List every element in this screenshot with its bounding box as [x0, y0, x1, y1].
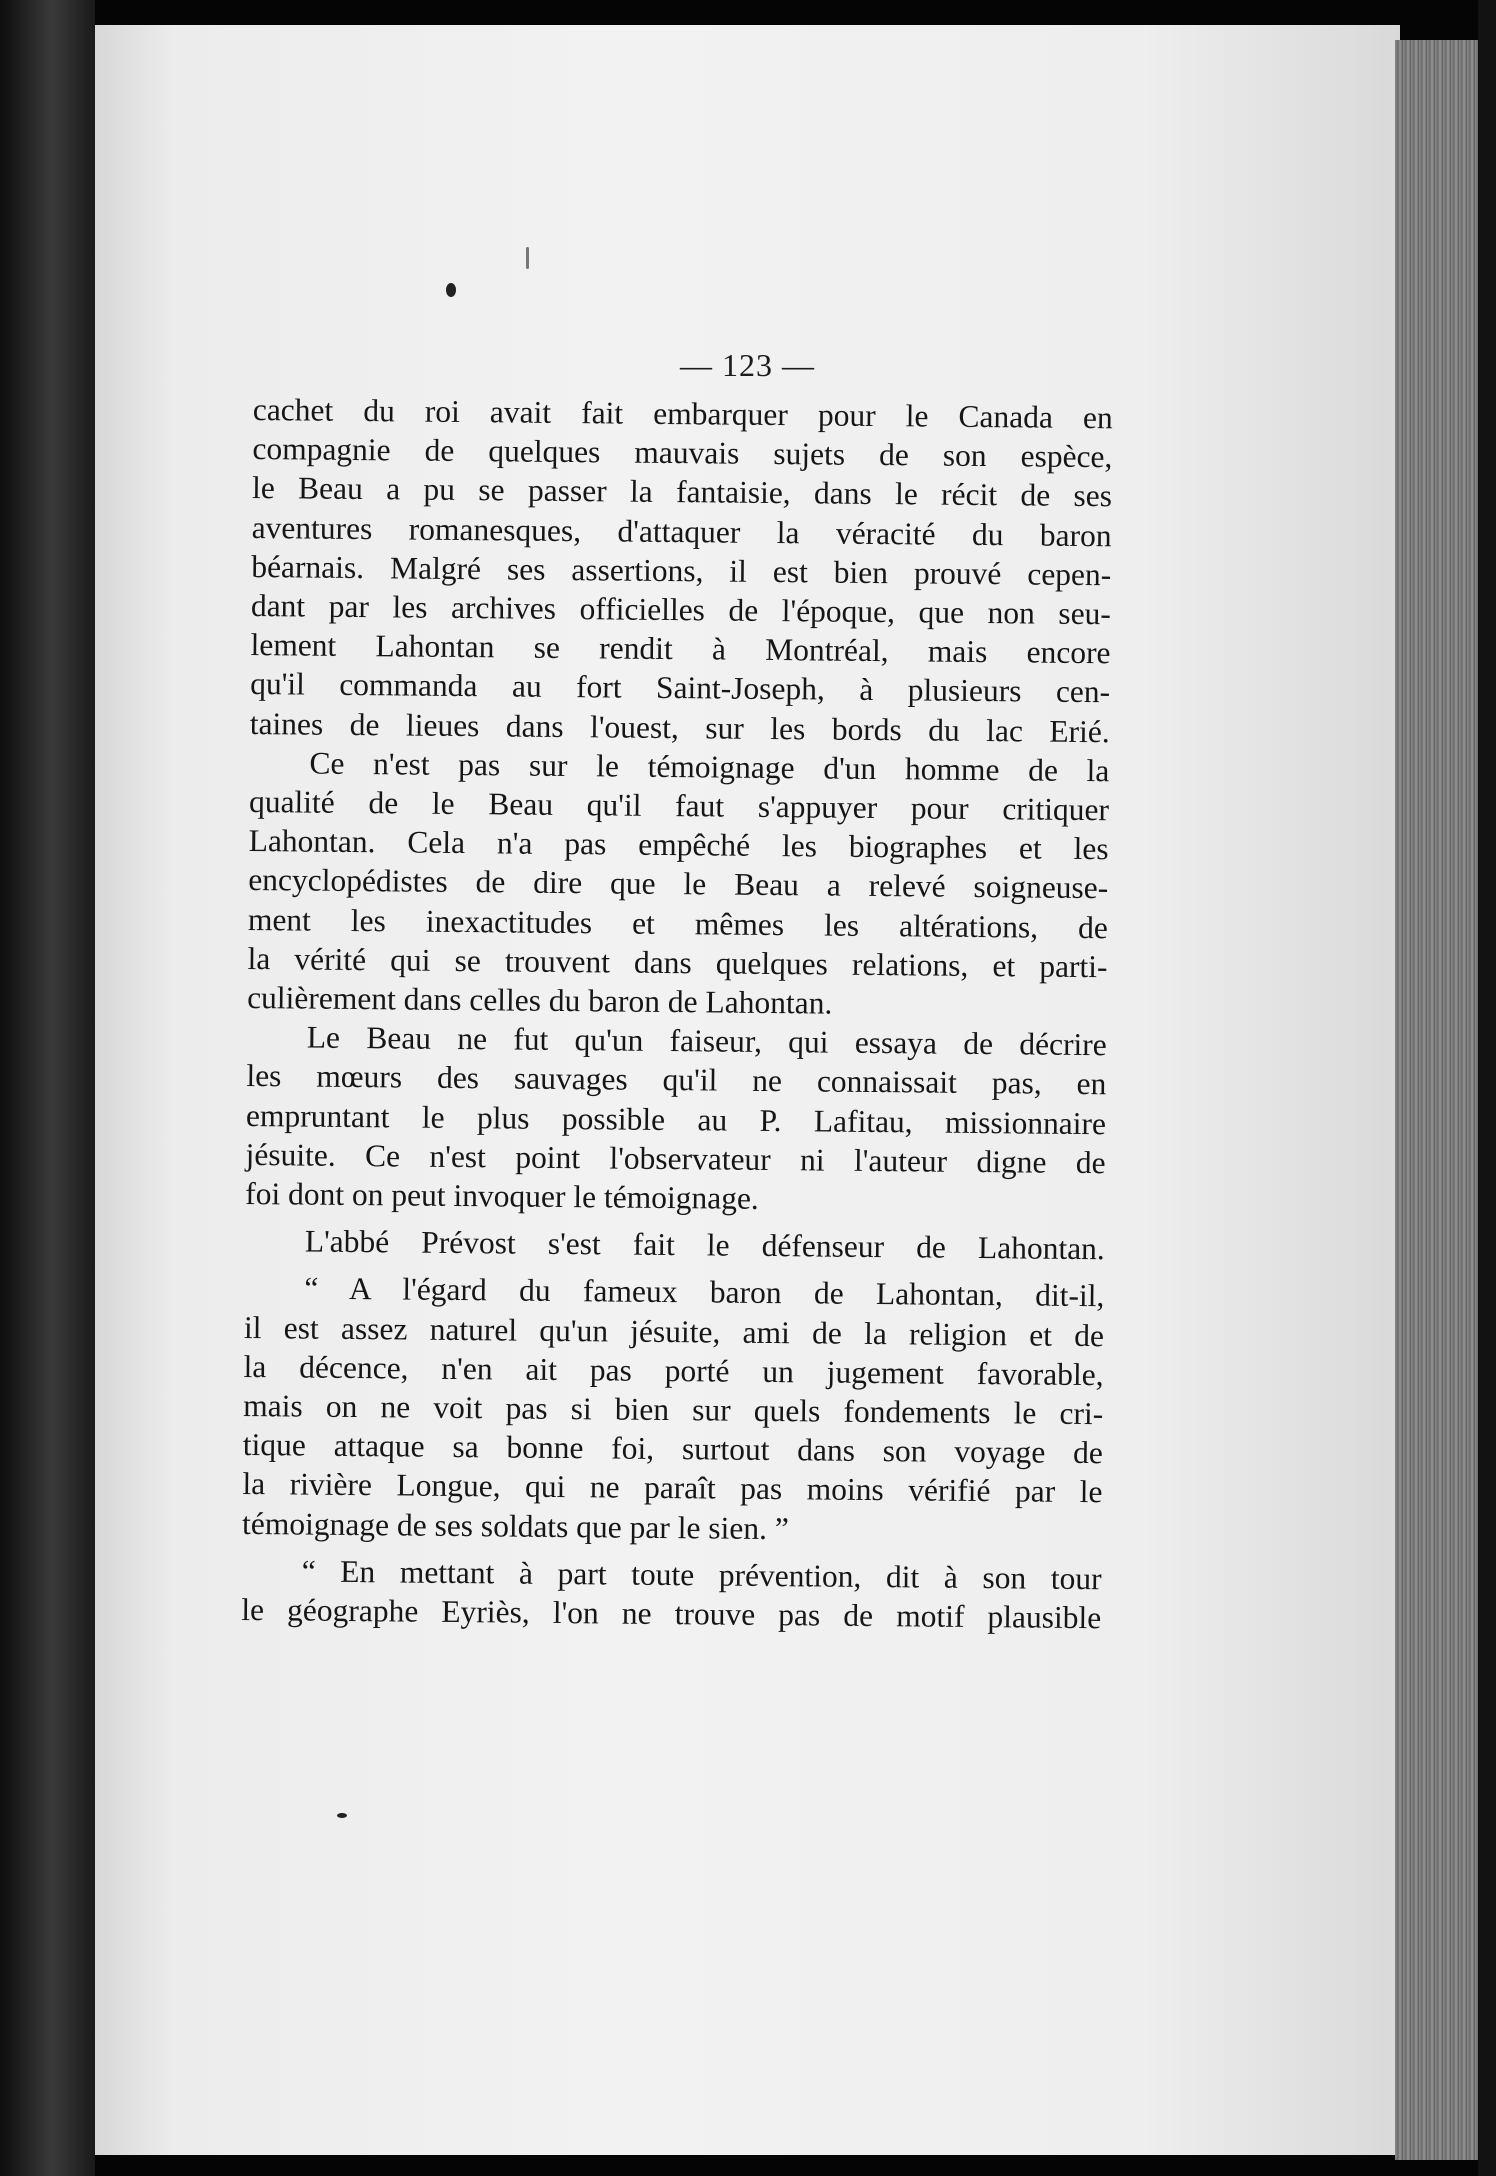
- text-line: lement Lahontan se rendit à Montréal, mais encore: [250, 627, 1111, 671]
- text-line: Lahontan. Cela n'a pas empêché les biographes et les: [248, 823, 1109, 867]
- text-line: cachet du roi avait fait embarquer pour le Canada en: [252, 391, 1113, 436]
- ink-speck: [337, 1813, 347, 1818]
- page-edge-stack: [1395, 40, 1480, 2160]
- text-line: béarnais. Malgré ses assertions, il est bien prouvé cepen-: [251, 548, 1112, 593]
- text-line: il est assez naturel qu'un jésuite, ami de la religion et de: [243, 1309, 1105, 1353]
- text-line: aventures romanesques, d'attaquer la véracité du baron: [251, 509, 1112, 553]
- text-line: les mœurs des sauvages qu'il ne connaissait pas, en: [246, 1058, 1107, 1102]
- text-line: “ A l'égard du fameux baron de Lahontan, dit-il,: [304, 1271, 1105, 1314]
- ink-speck: [526, 247, 529, 269]
- right-edge: [1478, 0, 1496, 2176]
- text-line: foi dont on peut invoquer le témoignage.: [245, 1176, 759, 1216]
- text-line: la décence, n'en ait pas porté un jugement favorable,: [243, 1348, 1104, 1393]
- text-line: L'abbé Prévost s'est fait le défenseur de Lahontan.: [304, 1223, 1105, 1267]
- text-line: encyclopédistes de dire que le Beau a relevé soigneuse-: [248, 862, 1109, 906]
- text-line: jésuite. Ce n'est point l'observateur ni l'auteur digne de: [245, 1136, 1106, 1181]
- text-line: Le Beau ne fut qu'un faiseur, qui essaya de décrire: [306, 1019, 1107, 1063]
- left-page-edge: [0, 0, 95, 2176]
- text-line: “ En mettant à part toute prévention, dit à son tour: [301, 1553, 1102, 1597]
- text-line: le Beau a pu se passer la fantaisie, dans le récit de ses: [251, 470, 1113, 514]
- text-line: qualité de le Beau qu'il faut s'appuyer pour critiquer: [248, 784, 1110, 828]
- body-text: [241, 390, 1113, 1637]
- text-line: le géographe Eyriès, l'on ne trouve pas de motif plausible: [241, 1592, 1102, 1636]
- book-page: [95, 25, 1400, 2155]
- text-line: mais on ne voit pas si bien sur quels fondements le cri-: [243, 1388, 1104, 1432]
- text-line: qu'il commanda au fort Saint-Joseph, à plusieurs cen-: [250, 666, 1111, 710]
- text-line: témoignage de ses soldats que par le sien. ”: [241, 1505, 789, 1546]
- text-line: empruntant le plus possible au P. Lafitau, missionnaire: [245, 1097, 1107, 1141]
- page-number: — 123 —: [680, 347, 815, 383]
- text-line: taines de lieues dans l'ouest, sur les bords du lac Erié.: [249, 705, 1110, 749]
- text-line: compagnie de quelques mauvais sujets de son espèce,: [252, 431, 1113, 475]
- text-line: la rivière Longue, qui ne paraît pas moins vérifié par le: [242, 1466, 1103, 1510]
- ink-speck: [446, 283, 456, 297]
- text-line: la vérité qui se trouvent dans quelques relations, et parti-: [247, 940, 1108, 985]
- text-line: ment les inexactitudes et mêmes les altérations, de: [247, 901, 1109, 945]
- text-line: tique attaque sa bonne foi, surtout dans son voyage de: [242, 1427, 1104, 1471]
- text-line: Ce n'est pas sur le témoignage d'un homme de la: [309, 745, 1110, 789]
- text-line: culièrement dans celles du baron de Lahontan.: [247, 980, 833, 1021]
- text-line: dant par les archives officielles de l'époque, que non seu-: [250, 588, 1112, 632]
